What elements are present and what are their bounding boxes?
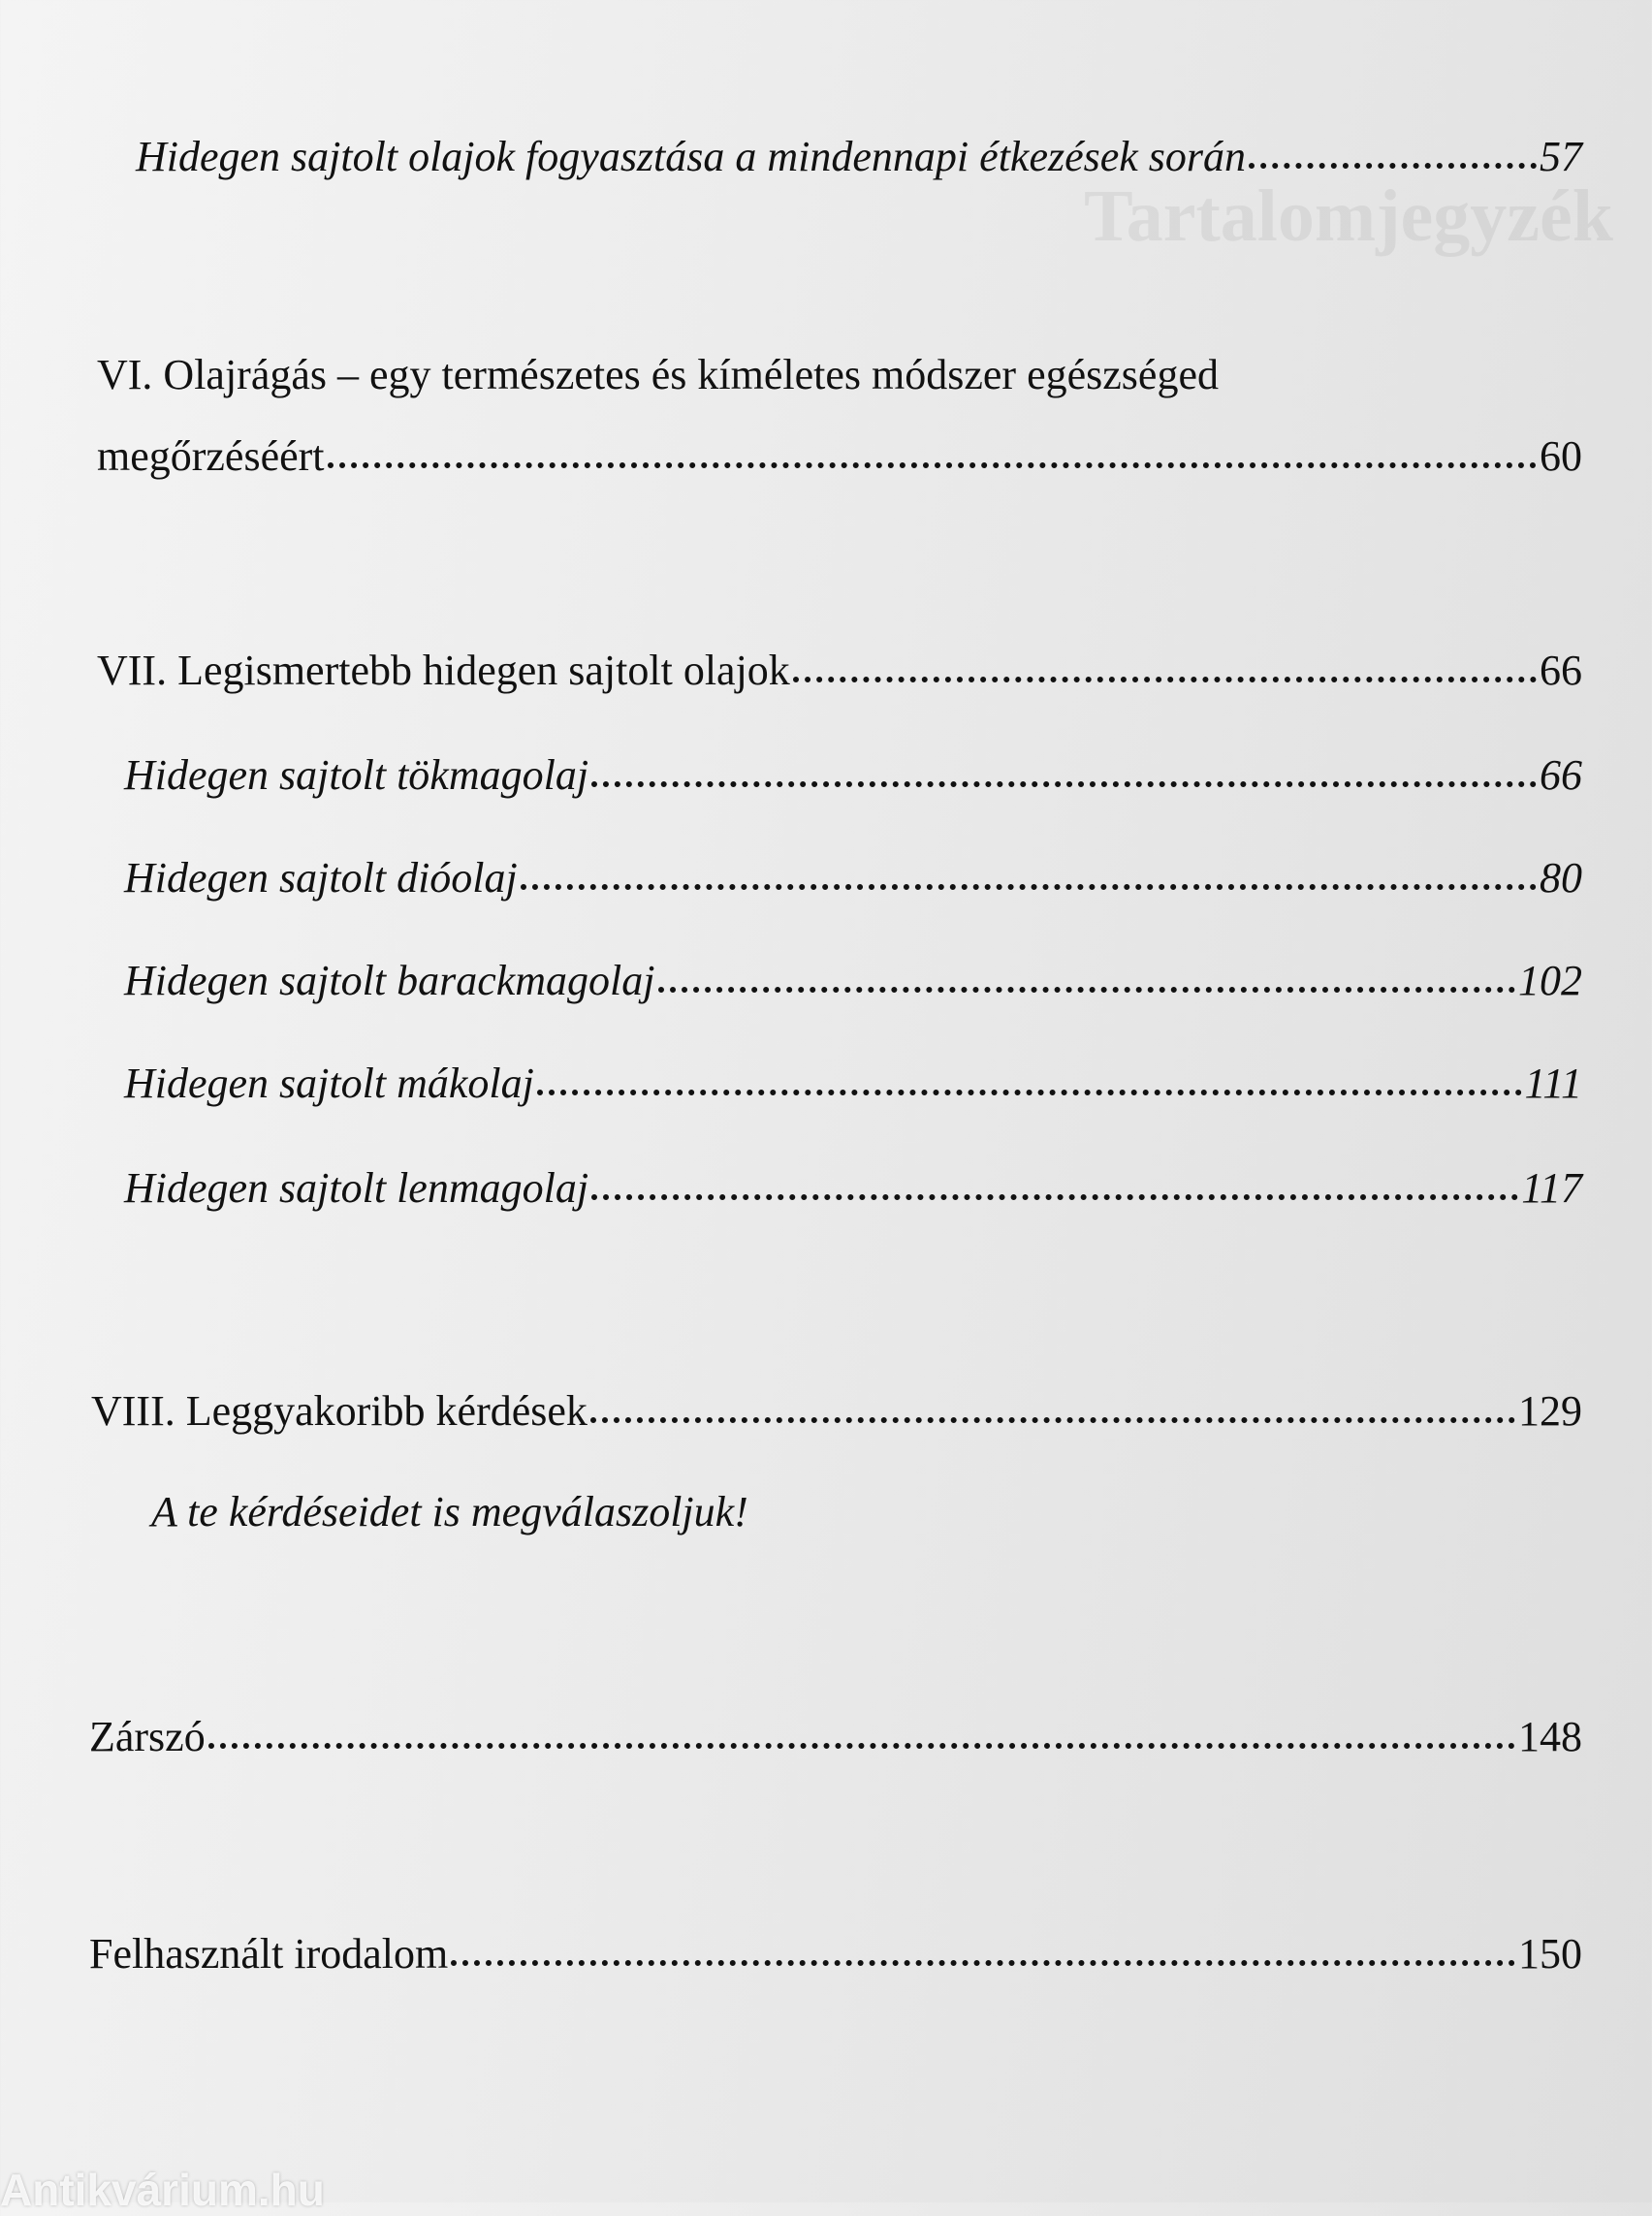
toc-leader-dots [590, 1417, 1515, 1423]
toc-leader-dots [658, 987, 1516, 993]
toc-leader-dots [591, 1194, 1518, 1200]
toc-leader-dots [793, 677, 1537, 682]
toc-entry-title: Felhasznált irodalom [89, 1930, 449, 1978]
toc-entry-page: 66 [1540, 751, 1582, 799]
toc-entry-page: 80 [1540, 854, 1582, 902]
watermark: Antikvárium.hu [0, 2165, 325, 2215]
toc-entry-title: VIII. Leggyakoribb kérdések [91, 1387, 588, 1435]
toc-entry [91, 1387, 1582, 1435]
toc-leader-dots [328, 462, 1537, 468]
toc-leader-dots [537, 1090, 1522, 1095]
toc-entry [136, 133, 1582, 180]
bleed-through-heading: Tartalomjegyzék [1084, 175, 1613, 257]
toc-entry-title: VI. Olajrágás – egy természetes és kíméletes módszer egészséged [97, 351, 1219, 398]
toc-entry-page: 66 [1540, 647, 1582, 694]
toc-entry-title: Hidegen sajtolt barackmagolaj [124, 957, 655, 1004]
toc-entry [97, 649, 1582, 692]
toc-entry [124, 854, 1582, 902]
toc-entry-title: Hidegen sajtolt tökmagolaj [124, 751, 589, 799]
toc-leader-dots [1249, 163, 1537, 169]
toc-entry [124, 751, 1582, 799]
toc-entry-title: Hidegen sajtolt olajok fogyasztása a mindennapi étkezések során [136, 133, 1247, 180]
toc-entry-title: Hidegen sajtolt mákolaj [124, 1060, 534, 1107]
toc-entry-title: Hidegen sajtolt dióolaj [124, 854, 518, 902]
toc-entry [124, 1062, 1582, 1105]
toc-entry-page: 148 [1518, 1713, 1582, 1760]
toc-entry-title: VII. Legismertebb hidegen sajtolt olajok [97, 647, 790, 694]
toc-leader-dots [591, 781, 1537, 787]
toc-leader-dots [451, 1960, 1515, 1966]
toc-entry-page: 111 [1524, 1060, 1582, 1107]
toc-entry [89, 1930, 1582, 1978]
toc-entry-page: 102 [1518, 957, 1582, 1004]
toc-entry-subtitle: A te kérdéseidet is megválaszoljuk! [151, 1488, 748, 1535]
toc-leader-dots [208, 1743, 1515, 1749]
toc-entry-page: 117 [1521, 1164, 1582, 1212]
toc-entry-title: Zárszó [89, 1713, 206, 1760]
toc-leader-dots [521, 884, 1537, 890]
toc-entry [97, 334, 1582, 497]
toc-entry-page: 129 [1518, 1387, 1582, 1435]
toc-entry-page: 150 [1518, 1930, 1582, 1978]
toc-entry [124, 1164, 1582, 1212]
toc-entry [89, 1713, 1582, 1760]
toc-entry-title: Hidegen sajtolt lenmagolaj [124, 1164, 589, 1212]
toc-entry-title-cont: megőrzéséért [97, 432, 325, 480]
toc-entry [124, 957, 1582, 1004]
toc-entry-page: 57 [1540, 133, 1582, 180]
toc-entry-page: 60 [1540, 432, 1582, 480]
